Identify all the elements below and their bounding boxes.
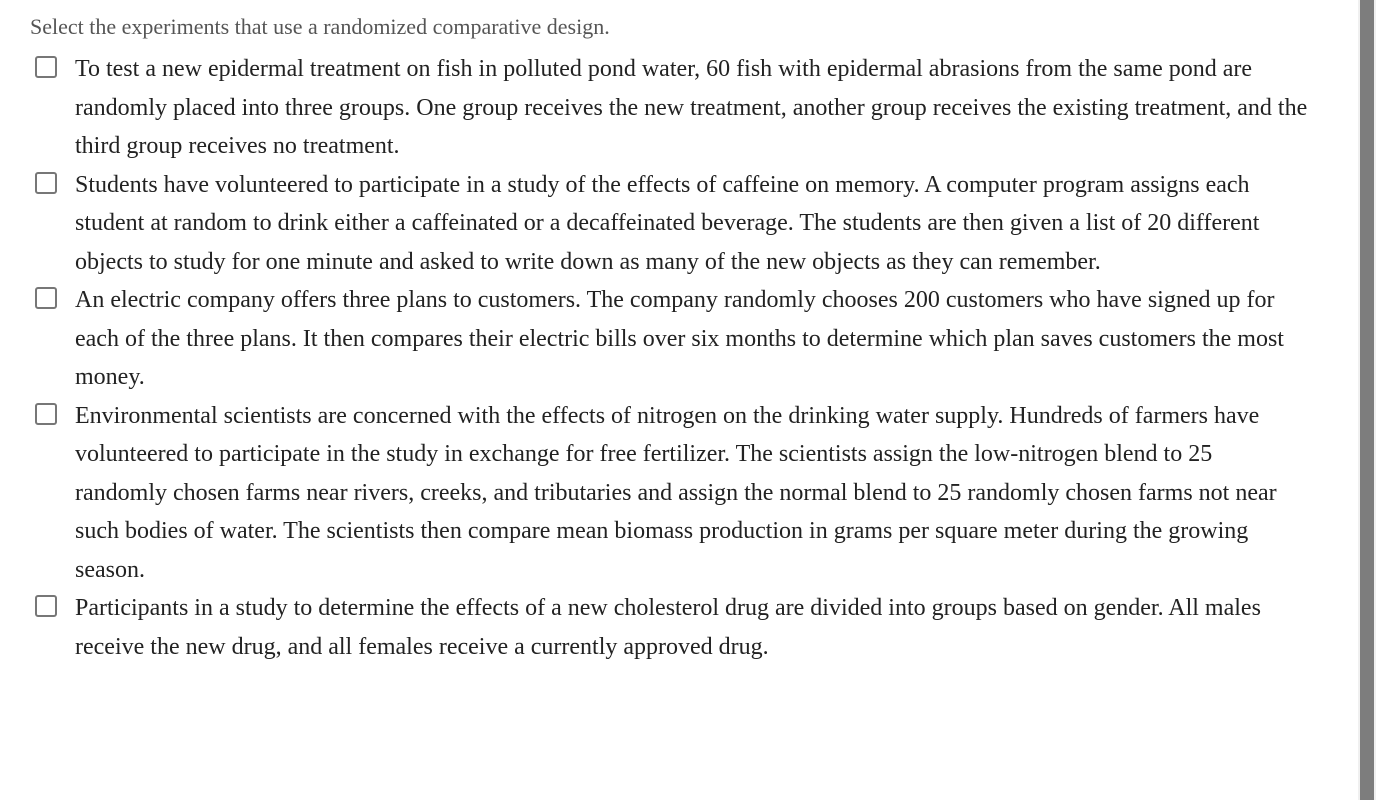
option-electric-plans[interactable]	[0, 281, 1356, 397]
option-3-label: An electric company offers three plans to customers. The company randomly chooses 200 customers who have signed up for each of the three plans. It then compares their electric bills over six months to determine which plan saves customers the most money.	[75, 287, 1284, 390]
question-prompt: Select the experiments that use a randomized comparative design.	[30, 14, 610, 39]
option-2-checkbox[interactable]	[35, 172, 57, 194]
option-1-label: To test a new epidermal treatment on fish in polluted pond water, 60 fish with epidermal abrasions from the same pond are randomly placed into three groups. One group receives the new treatment, another group receives the existing treatment, and the third group receives no treatment.	[75, 56, 1308, 159]
scrollbar-thumb[interactable]	[1360, 0, 1374, 800]
vertical-scrollbar[interactable]	[1358, 0, 1376, 800]
option-fish-treatment[interactable]	[0, 50, 1356, 166]
option-5-label: Participants in a study to determine the effects of a new cholesterol drug are divided into groups based on gender. All males receive the new drug, and all females receive a currently approved drug.	[75, 595, 1261, 660]
option-4-checkbox[interactable]	[35, 403, 57, 425]
option-5-checkbox[interactable]	[35, 595, 57, 617]
option-1-checkbox[interactable]	[35, 56, 57, 78]
option-caffeine-memory[interactable]	[0, 166, 1356, 282]
option-4-label: Environmental scientists are concerned with the effects of nitrogen on the drinking water supply. Hundreds of farmers have volunteered to participate in the study in exchange for free fertilizer. The scientists assign the low-nitrogen blend to 25 randomly chosen farms near rivers, creeks, and tributaries and assign the normal blend to 25 randomly chosen farms not near such bodies of water. The scientists then compare mean biomass production in grams per square meter during the growing season.	[75, 402, 1277, 583]
option-nitrogen-farms[interactable]	[0, 397, 1356, 590]
answer-options	[0, 50, 1356, 666]
option-cholesterol-drug[interactable]	[0, 589, 1356, 666]
option-2-label: Students have volunteered to participate in a study of the effects of caffeine on memory. A computer program assigns each student at random to drink either a caffeinated or a decaffeinated beverage. The students are then given a list of 20 different objects to study for one minute and asked to write down as many of the new objects as they can remember.	[75, 171, 1260, 275]
option-3-checkbox[interactable]	[35, 287, 57, 309]
